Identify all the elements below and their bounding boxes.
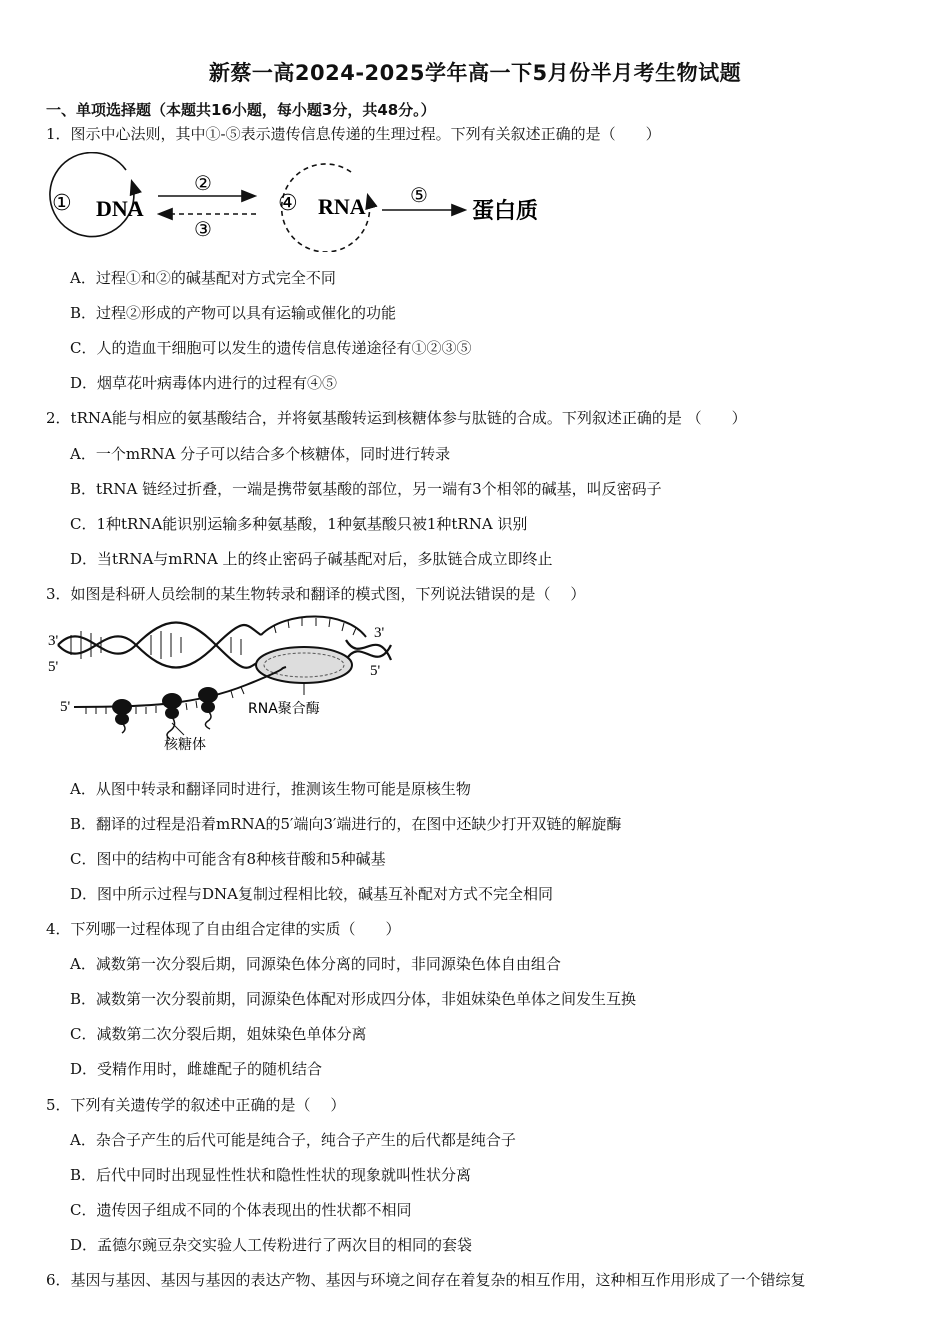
q5-option-c: C．遗传因子组成不同的个体表现出的性状都不相同 — [70, 1201, 412, 1219]
label-rna-polymerase: RNA聚合酶 — [248, 701, 320, 717]
label-protein: 蛋白质 — [472, 199, 539, 224]
ribosome-1 — [112, 699, 132, 715]
label-left-5: 5' — [48, 659, 59, 675]
ribosome-group — [112, 687, 218, 725]
question-6-stem: 6．基因与基因、基因与基因的表达产物、基因与环境之间存在着复杂的相互作用，这种相互作用形成了一个错综复 — [46, 1271, 806, 1289]
label-c5: ⑤ — [410, 183, 428, 207]
section-heading: 一、单项选择题（本题共16小题，每小题3分，共48分。） — [46, 101, 436, 119]
q1-option-d: D．烟草花叶病毒体内进行的过程有④⑤ — [70, 374, 338, 392]
q5-option-d: D．孟德尔豌豆杂交实验人工传粉进行了两次目的相同的套袋 — [70, 1236, 473, 1254]
label-rna: RNA — [318, 194, 366, 219]
label-c3: ③ — [194, 217, 212, 241]
q2-option-a: A．一个mRNA 分子可以结合多个核糖体，同时进行转录 — [70, 445, 451, 463]
q5-option-a: A．杂合子产生的后代可能是纯合子，纯合子产生的后代都是纯合子 — [70, 1131, 516, 1149]
ribosome-pointer — [172, 723, 184, 735]
question-2-stem: 2．tRNA能与相应的氨基酸结合，并将氨基酸转运到核糖体参与肽链的合成。下列叙述正确的是 （ ） — [46, 409, 747, 427]
transcription-translation-figure — [46, 615, 396, 755]
label-dna: DNA — [96, 196, 144, 221]
q5-option-b: B．后代中同时出现显性性状和隐性性状的现象就叫性状分离 — [70, 1166, 472, 1184]
q4-option-a: A．减数第一次分裂后期，同源染色体分离的同时，非同源染色体自由组合 — [70, 955, 561, 973]
question-4-stem: 4．下列哪一过程体现了自由组合定律的实质（ ） — [46, 920, 401, 938]
ribosome-2 — [162, 693, 182, 709]
q4-option-d: D．受精作用时，雌雄配子的随机结合 — [70, 1060, 323, 1078]
central-dogma-figure — [46, 152, 556, 252]
q4-option-c: C．减数第二次分裂后期，姐妹染色单体分离 — [70, 1025, 367, 1043]
label-c4: ④ — [278, 191, 298, 216]
label-left-3: 3' — [48, 633, 59, 649]
dna-strand-d — [346, 640, 391, 660]
q1-option-c: C．人的造血干细胞可以发生的遗传信息传递途径有①②③⑤ — [70, 339, 472, 357]
label-ribosome: 核糖体 — [164, 737, 206, 753]
q2-option-b: B．tRNA 链经过折叠，一端是携带氨基酸的部位，另一端有3个相邻的碱基，叫反密码子 — [70, 480, 662, 498]
q1-option-a: A．过程①和②的碱基配对方式完全不同 — [70, 269, 336, 287]
label-mrna-5: 5' — [60, 699, 71, 715]
question-1-stem: 1．图示中心法则，其中①-⑤表示遗传信息传递的生理过程。下列有关叙述正确的是（ ） — [46, 125, 661, 143]
q3-option-a: A．从图中转录和翻译同时进行，推测该生物可能是原核生物 — [70, 780, 471, 798]
q3-option-d: D．图中所示过程与DNA复制过程相比较，碱基互补配对方式不完全相同 — [70, 885, 554, 903]
q4-option-b: B．减数第一次分裂前期，同源染色体配对形成四分体，非姐妹染色单体之间发生互换 — [70, 990, 637, 1008]
q3-option-c: C．图中的结构中可能含有8种核苷酸和5种碱基 — [70, 850, 386, 868]
template-strand — [261, 616, 366, 637]
q2-option-d: D．当tRNA与mRNA 上的终止密码子碱基配对后，多肽链合成立即终止 — [70, 550, 553, 568]
label-right-3: 3' — [374, 625, 385, 641]
question-5-stem: 5．下列有关遗传学的叙述中正确的是（ ） — [46, 1096, 346, 1114]
label-c2: ② — [194, 171, 212, 195]
page-title: 新蔡一高2024-2025学年高一下5月份半月考生物试题 — [208, 61, 742, 85]
q1-option-b: B．过程②形成的产物可以具有运输或催化的功能 — [70, 304, 397, 322]
label-right-5: 5' — [370, 663, 381, 679]
label-c1: ① — [52, 191, 72, 216]
ribosome-3 — [198, 687, 218, 703]
rna-polymerase — [256, 647, 352, 683]
question-3-stem: 3．如图是科研人员绘制的某生物转录和翻译的模式图，下列说法错误的是（ ） — [46, 585, 586, 603]
q2-option-c: C．1种tRNA能识别运输多种氨基酸，1种氨基酸只被1种tRNA 识别 — [70, 515, 528, 533]
q3-option-b: B．翻译的过程是沿着mRNA的5′端向3′端进行的，在图中还缺少打开双链的解旋酶 — [70, 815, 622, 833]
